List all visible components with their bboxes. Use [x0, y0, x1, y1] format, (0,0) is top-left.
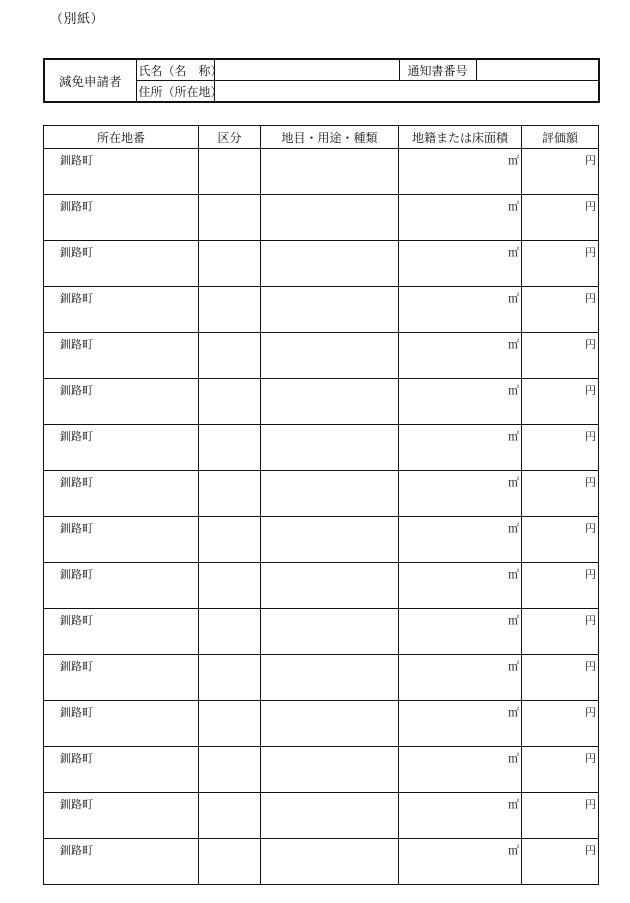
table-row	[44, 379, 599, 425]
land-type-cell[interactable]	[261, 839, 399, 885]
land-type-cell[interactable]	[261, 471, 399, 517]
area-cell[interactable]: ㎡	[399, 241, 522, 287]
location-cell[interactable]: 釧路町	[44, 241, 199, 287]
applicant-title: 減免申請者	[44, 59, 136, 102]
location-cell[interactable]: 釧路町	[44, 839, 199, 885]
category-cell[interactable]	[199, 701, 261, 747]
notice-number-label: 通知書番号	[399, 59, 476, 81]
location-cell[interactable]: 釧路町	[44, 333, 199, 379]
area-cell[interactable]: ㎡	[399, 655, 522, 701]
table-row	[44, 471, 599, 517]
area-cell[interactable]: ㎡	[399, 195, 522, 241]
table-row	[44, 839, 599, 885]
land-type-cell[interactable]	[261, 655, 399, 701]
land-type-cell[interactable]	[261, 333, 399, 379]
category-cell[interactable]	[199, 655, 261, 701]
table-row	[44, 563, 599, 609]
land-type-cell[interactable]	[261, 241, 399, 287]
value-cell[interactable]: 円	[522, 287, 599, 333]
table-row	[44, 517, 599, 563]
property-table	[43, 125, 599, 885]
document-label: （別紙）	[50, 12, 105, 27]
area-cell[interactable]: ㎡	[399, 379, 522, 425]
land-type-cell[interactable]	[261, 149, 399, 195]
category-cell[interactable]	[199, 563, 261, 609]
location-cell[interactable]: 釧路町	[44, 701, 199, 747]
table-row	[44, 425, 599, 471]
location-cell[interactable]: 釧路町	[44, 149, 199, 195]
value-cell[interactable]: 円	[522, 609, 599, 655]
area-cell[interactable]: ㎡	[399, 563, 522, 609]
applicant-table	[43, 58, 600, 103]
category-cell[interactable]	[199, 839, 261, 885]
category-cell[interactable]	[199, 793, 261, 839]
area-cell[interactable]: ㎡	[399, 609, 522, 655]
area-cell[interactable]: ㎡	[399, 517, 522, 563]
area-cell[interactable]: ㎡	[399, 701, 522, 747]
value-cell[interactable]: 円	[522, 839, 599, 885]
value-cell[interactable]: 円	[522, 241, 599, 287]
table-row	[44, 287, 599, 333]
header-value: 評価額	[522, 126, 599, 149]
location-cell[interactable]: 釧路町	[44, 747, 199, 793]
property-table-header	[44, 126, 599, 149]
value-cell[interactable]: 円	[522, 379, 599, 425]
notice-number-field[interactable]	[476, 59, 599, 81]
land-type-cell[interactable]	[261, 517, 399, 563]
table-row	[44, 241, 599, 287]
header-location: 所在地番	[44, 126, 199, 149]
land-type-cell[interactable]	[261, 747, 399, 793]
header-category: 区分	[199, 126, 261, 149]
category-cell[interactable]	[199, 195, 261, 241]
location-cell[interactable]: 釧路町	[44, 517, 199, 563]
applicant-name-row	[44, 59, 599, 81]
category-cell[interactable]	[199, 609, 261, 655]
name-label: 氏名（名 称）	[136, 59, 214, 81]
category-cell[interactable]	[199, 149, 261, 195]
category-cell[interactable]	[199, 241, 261, 287]
table-row	[44, 149, 599, 195]
table-row	[44, 747, 599, 793]
value-cell[interactable]: 円	[522, 655, 599, 701]
land-type-cell[interactable]	[261, 563, 399, 609]
category-cell[interactable]	[199, 517, 261, 563]
table-row	[44, 609, 599, 655]
value-cell[interactable]: 円	[522, 701, 599, 747]
value-cell[interactable]: 円	[522, 793, 599, 839]
location-cell[interactable]: 釧路町	[44, 563, 199, 609]
land-type-cell[interactable]	[261, 793, 399, 839]
table-row	[44, 195, 599, 241]
location-cell[interactable]: 釧路町	[44, 655, 199, 701]
header-land-type: 地目・用途・種類	[261, 126, 399, 149]
area-cell[interactable]: ㎡	[399, 149, 522, 195]
value-cell[interactable]: 円	[522, 149, 599, 195]
value-cell[interactable]: 円	[522, 517, 599, 563]
area-cell[interactable]: ㎡	[399, 287, 522, 333]
location-cell[interactable]: 釧路町	[44, 609, 199, 655]
location-cell[interactable]: 釧路町	[44, 471, 199, 517]
table-row	[44, 793, 599, 839]
name-field[interactable]	[214, 59, 399, 81]
land-type-cell[interactable]	[261, 287, 399, 333]
value-cell[interactable]: 円	[522, 471, 599, 517]
location-cell[interactable]: 釧路町	[44, 287, 199, 333]
table-row	[44, 701, 599, 747]
location-cell[interactable]: 釧路町	[44, 425, 199, 471]
area-cell[interactable]: ㎡	[399, 333, 522, 379]
address-field[interactable]	[214, 81, 599, 103]
value-cell[interactable]: 円	[522, 195, 599, 241]
category-cell[interactable]	[199, 747, 261, 793]
area-cell[interactable]: ㎡	[399, 793, 522, 839]
area-cell[interactable]: ㎡	[399, 471, 522, 517]
land-type-cell[interactable]	[261, 425, 399, 471]
land-type-cell[interactable]	[261, 379, 399, 425]
category-cell[interactable]	[199, 425, 261, 471]
land-type-cell[interactable]	[261, 195, 399, 241]
header-area: 地籍または床面積	[399, 126, 522, 149]
category-cell[interactable]	[199, 287, 261, 333]
property-table-body	[44, 149, 599, 885]
value-cell[interactable]: 円	[522, 747, 599, 793]
value-cell[interactable]: 円	[522, 563, 599, 609]
category-cell[interactable]	[199, 379, 261, 425]
location-cell[interactable]: 釧路町	[44, 793, 199, 839]
area-cell[interactable]: ㎡	[399, 839, 522, 885]
land-type-cell[interactable]	[261, 701, 399, 747]
table-row	[44, 655, 599, 701]
location-cell[interactable]: 釧路町	[44, 195, 199, 241]
location-cell[interactable]: 釧路町	[44, 379, 199, 425]
category-cell[interactable]	[199, 333, 261, 379]
area-cell[interactable]: ㎡	[399, 747, 522, 793]
value-cell[interactable]: 円	[522, 333, 599, 379]
area-cell[interactable]: ㎡	[399, 425, 522, 471]
table-row	[44, 333, 599, 379]
value-cell[interactable]: 円	[522, 425, 599, 471]
category-cell[interactable]	[199, 471, 261, 517]
land-type-cell[interactable]	[261, 609, 399, 655]
address-label: 住所（所在地）	[136, 81, 214, 103]
